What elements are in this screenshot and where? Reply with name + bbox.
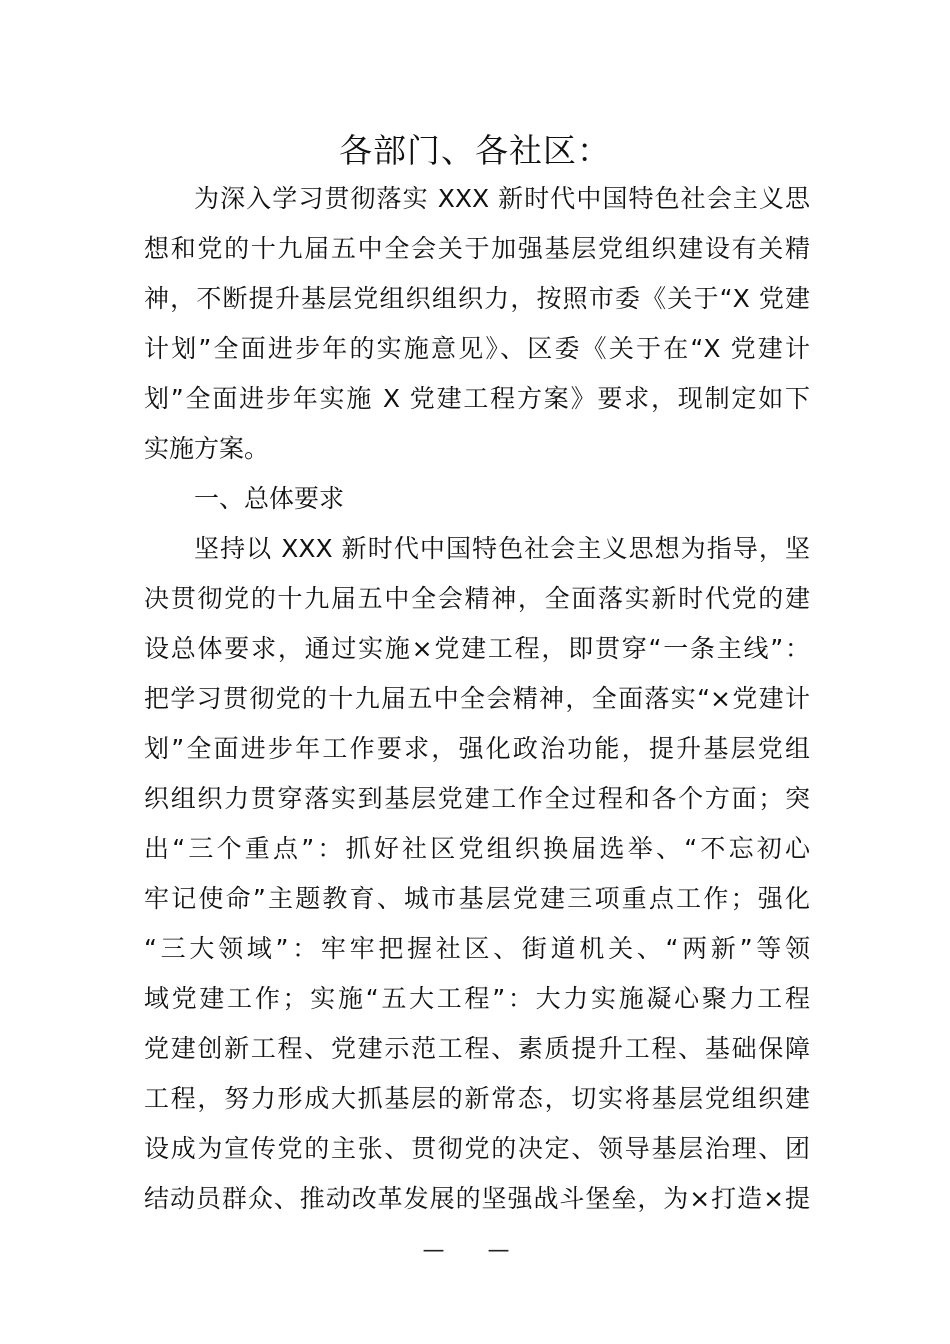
paragraph-1-line-6: 实施方案。	[144, 434, 270, 463]
paragraph-2-line-12: 工程，努力形成大抓基层的新常态，切实将基层党组织建	[144, 1084, 810, 1113]
paragraph-1-line-4: 计划”全面进步年的实施意见》、区委《关于在“X 党建计	[144, 334, 810, 363]
paragraph-2-line-3: 设总体要求，通过实施×党建工程，即贯穿“一条主线”：	[144, 634, 810, 663]
salutation-heading: 各部门、各社区：	[339, 131, 611, 170]
paragraph-2-line-5: 划”全面进步年工作要求，强化政治功能，提升基层党组	[144, 734, 810, 763]
paragraph-2-line-7: 出“三个重点”：抓好社区党组织换届选举、“不忘初心	[144, 834, 810, 863]
paragraph-2-line-1: 坚持以 XXX 新时代中国特色社会主义思想为指导，坚	[194, 534, 810, 563]
paragraph-2-line-8: 牢记使命”主题教育、城市基层党建三项重点工作；强化	[144, 884, 810, 913]
paragraph-2-line-11: 党建创新工程、党建示范工程、素质提升工程、基础保障	[144, 1034, 810, 1063]
paragraph-2-line-14: 结动员群众、推动改革发展的坚强战斗堡垒，为×打造×提	[144, 1184, 810, 1213]
paragraph-1-line-3: 神，不断提升基层党组织组织力，按照市委《关于“X 党建	[144, 284, 810, 313]
paragraph-1-line-1: 为深入学习贯彻落实 XXX 新时代中国特色社会主义思	[194, 184, 810, 213]
paragraph-2-line-10: 域党建工作；实施“五大工程”：大力实施凝心聚力工程	[144, 984, 810, 1013]
paragraph-1-line-2: 想和党的十九届五中全会关于加强基层党组织建设有关精	[144, 234, 810, 263]
paragraph-2-line-2: 决贯彻党的十九届五中全会精神，全面落实新时代党的建	[144, 584, 810, 613]
paragraph-2-line-13: 设成为宣传党的主张、贯彻党的决定、领导基层治理、团	[144, 1134, 810, 1163]
section-heading-general-requirements: 一、总体要求	[194, 484, 345, 513]
paragraph-1-line-5: 划”全面进步年实施 X 党建工程方案》要求，现制定如下	[144, 384, 810, 413]
paragraph-2-line-6: 织组织力贯穿落实到基层党建工作全过程和各个方面；突	[144, 784, 810, 813]
paragraph-2-line-4: 把学习贯彻党的十九届五中全会精神，全面落实“×党建计	[144, 684, 810, 713]
paragraph-2-line-9: “三大领域”：牢牢把握社区、街道机关、“两新”等领	[144, 934, 810, 963]
page-footer-marker: — —	[422, 1238, 528, 1263]
